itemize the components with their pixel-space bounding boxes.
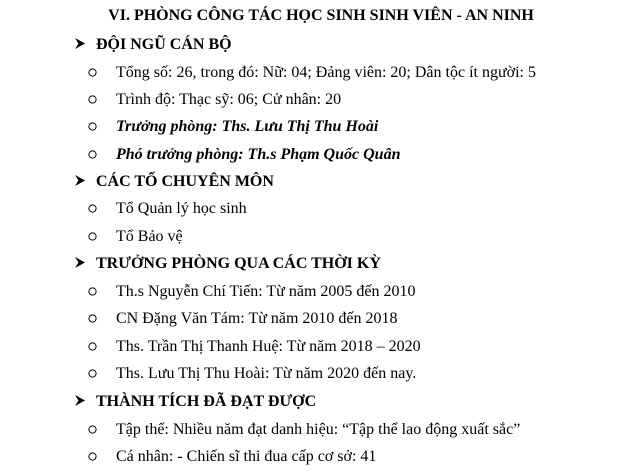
list-item <box>88 419 520 441</box>
heading-text: THÀNH TÍCH ĐÃ ĐẠT ĐƯỢC <box>96 393 317 410</box>
item-text: Cá nhân: - Chiến sĩ thi đua cấp cơ sở: 41 <box>116 448 377 465</box>
list-item <box>88 363 416 385</box>
circle-bullet-icon <box>88 446 116 468</box>
item-text: Phó trưởng phòng: Th.s Phạm Quốc Quân <box>116 146 401 163</box>
list-item <box>88 446 376 468</box>
circle-bullet-icon <box>88 281 116 303</box>
section-heading-staff <box>74 34 232 56</box>
item-text: Tổng số: 26, trong đó: Nữ: 04; Đảng viên: 20; Dân tộc ít người: 5 <box>116 64 536 81</box>
arrowhead-icon <box>74 34 96 56</box>
heading-text: CÁC TỔ CHUYÊN MÔN <box>96 173 274 190</box>
list-item <box>88 308 398 330</box>
item-text: Trưởng phòng: Ths. Lưu Thị Thu Hoài <box>116 118 379 135</box>
list-item <box>88 281 416 303</box>
item-text: Tập thể: Nhiều năm đạt danh hiệu: “Tập thể lao động xuất sắc” <box>116 421 521 438</box>
section-heading-achievements <box>74 391 316 413</box>
circle-bullet-icon <box>88 89 116 111</box>
list-item <box>88 336 421 358</box>
circle-bullet-icon <box>88 198 116 220</box>
circle-bullet-icon <box>88 226 116 248</box>
heading-text: TRƯỞNG PHÒNG QUA CÁC THỜI KỲ <box>96 255 381 272</box>
heading-text: ĐỘI NGŨ CÁN BỘ <box>96 36 232 53</box>
arrowhead-icon <box>74 171 96 193</box>
circle-bullet-icon <box>88 419 116 441</box>
list-item <box>88 62 536 84</box>
section-heading-heads <box>74 253 381 275</box>
section-title: VI. PHÒNG CÔNG TÁC HỌC SINH SINH VIÊN - AN NINH <box>108 7 534 24</box>
arrowhead-icon <box>74 391 96 413</box>
item-text: Ths. Lưu Thị Thu Hoài: Từ năm 2020 đến nay. <box>116 365 417 382</box>
circle-bullet-icon <box>88 308 116 330</box>
item-text: Trình độ: Thạc sỹ: 06; Cử nhân: 20 <box>116 91 342 108</box>
circle-bullet-icon <box>88 62 116 84</box>
item-text: Ths. Trần Thị Thanh Huệ: Từ năm 2018 – 2020 <box>116 338 421 355</box>
item-text: Tổ Bảo vệ <box>116 228 183 245</box>
arrowhead-icon <box>74 253 96 275</box>
item-text: CN Đặng Văn Tám: Từ năm 2010 đến 2018 <box>116 310 398 327</box>
list-item <box>88 198 247 220</box>
list-item <box>88 89 341 111</box>
list-item <box>88 226 183 248</box>
item-text: Tổ Quản lý học sinh <box>116 200 247 217</box>
circle-bullet-icon <box>88 336 116 358</box>
list-item <box>88 116 378 138</box>
circle-bullet-icon <box>88 144 116 166</box>
section-heading-divisions <box>74 171 274 193</box>
list-item <box>88 144 400 166</box>
item-text: Th.s Nguyễn Chí Tiến: Từ năm 2005 đến 2010 <box>116 283 416 300</box>
circle-bullet-icon <box>88 116 116 138</box>
circle-bullet-icon <box>88 363 116 385</box>
